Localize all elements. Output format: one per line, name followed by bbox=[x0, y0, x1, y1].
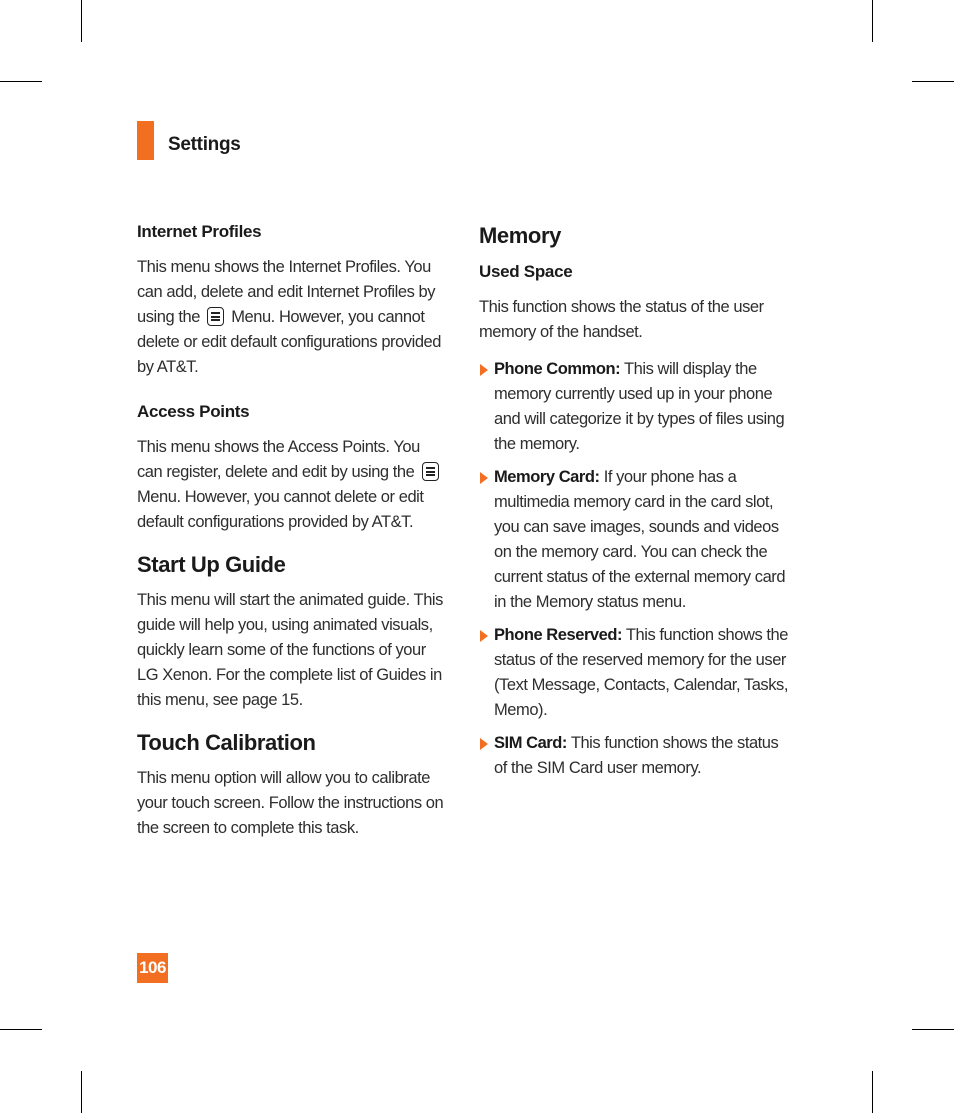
bullet-item-sim-card: SIM Card: This function shows the status of the SIM Card user memory. bbox=[479, 731, 794, 781]
crop-mark bbox=[0, 81, 42, 82]
crop-mark bbox=[872, 0, 873, 42]
crop-mark bbox=[0, 1029, 42, 1030]
bullet-item-phone-reserved: Phone Reserved: This function shows the status of the reserved memory for the user (Text Message, Contacts, Calendar, Tasks, Memo). bbox=[479, 623, 794, 723]
touch-calibration-heading: Touch Calibration bbox=[137, 730, 316, 755]
crop-mark bbox=[81, 0, 82, 42]
triangle-bullet-icon bbox=[480, 738, 488, 750]
section-tab-marker bbox=[137, 121, 154, 160]
access-points-text: This menu shows the Access Points. You can register, delete and edit by using the Menu. However, you cannot delete or edit default configurations provided by AT&T. bbox=[137, 435, 447, 535]
page-number: 106 bbox=[137, 953, 168, 983]
menu-key-icon bbox=[422, 462, 439, 481]
internet-profiles-text: This menu shows the Internet Profiles. You can add, delete and edit Internet Profiles by using the Menu. However, you cannot delete or edit default configurations provided by AT&T. bbox=[137, 258, 442, 376]
crop-mark bbox=[872, 1071, 873, 1113]
crop-mark bbox=[912, 1029, 954, 1030]
menu-key-icon bbox=[207, 307, 224, 326]
crop-mark bbox=[912, 81, 954, 82]
internet-profiles-heading: Internet Profiles bbox=[137, 222, 262, 241]
crop-mark bbox=[81, 1071, 82, 1113]
triangle-bullet-icon bbox=[480, 364, 488, 376]
used-space-heading: Used Space bbox=[479, 262, 573, 281]
memory-heading: Memory bbox=[479, 223, 561, 248]
bullet-item-phone-common: Phone Common: This will display the memory currently used up in your phone and will categorize it by types of files using the memory. bbox=[479, 357, 794, 457]
bullet-item-memory-card: Memory Card: If your phone has a multimedia memory card in the card slot, you can save images, sounds and videos on the memory card. You can check the current status of the external memory card in the Memory status menu. bbox=[479, 465, 794, 615]
left-column bbox=[137, 220, 447, 853]
access-points-heading: Access Points bbox=[137, 402, 250, 421]
section-title: Settings bbox=[168, 134, 241, 155]
start-up-guide-text: This menu will start the animated guide. This guide will help you, using animated visuals, quickly learn some of the functions of your LG Xenon. For the complete list of Guides in this menu, see page 15. bbox=[137, 591, 443, 709]
right-column bbox=[479, 222, 794, 789]
touch-calibration-text: This menu option will allow you to calibrate your touch screen. Follow the instructions on the screen to complete this task. bbox=[137, 769, 444, 837]
triangle-bullet-icon bbox=[480, 472, 488, 484]
triangle-bullet-icon bbox=[480, 630, 488, 642]
start-up-guide-heading: Start Up Guide bbox=[137, 552, 286, 577]
used-space-text: This function shows the status of the user memory of the handset. bbox=[479, 298, 764, 341]
